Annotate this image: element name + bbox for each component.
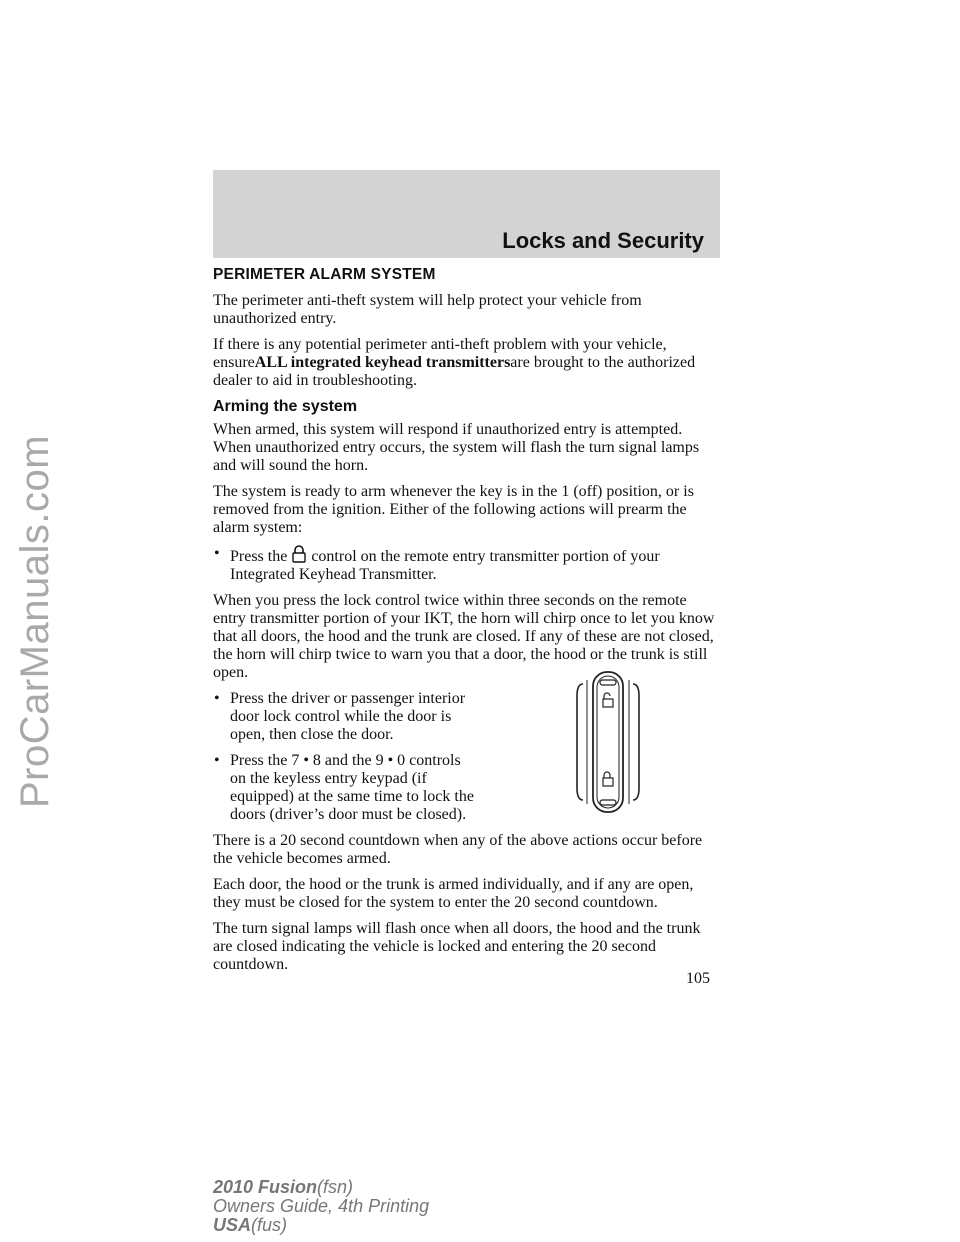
bullet-dot: • (214, 545, 220, 562)
footer-line-3 (213, 1216, 429, 1235)
p2-bold-text: ALL integrated keyhead transmitters (254, 354, 511, 371)
footer (213, 1178, 429, 1235)
bullet-press-lock (213, 545, 723, 584)
paragraph-countdown: There is a 20 second countdown when any of the above actions occur before the vehicle becomes armed. (213, 832, 703, 867)
b1-text-end: control on the remote entry transmitter portion of your Integrated Keyhead Transmitter. (230, 548, 660, 583)
paragraph-individual: Each door, the hood or the trunk is armed individually, and if any are open, they must be closed for the system to enter the 20 second countdown. (213, 876, 694, 911)
paragraph-troubleshooting (213, 336, 723, 390)
watermark (8, 0, 64, 1242)
footer-model-code: (fsn) (317, 1177, 354, 1197)
section-header (213, 170, 720, 258)
b1-text-start: Press the (230, 548, 288, 565)
bullet-door-lock (213, 690, 475, 744)
watermark-text: ProCarManuals.com (13, 434, 58, 808)
section-title: Locks and Security (502, 228, 704, 253)
page-content (213, 266, 723, 982)
p2-text-start: If there is any potential perimeter anti-theft problem with your vehicle, ensure (213, 336, 667, 371)
footer-line-1 (213, 1178, 429, 1197)
bullet-dot: • (214, 690, 220, 707)
paragraph-flash: The turn signal lamps will flash once when all doors, the hood and the trunk are closed indicating the vehicle is locked and entering the 20 second countdown. (213, 920, 701, 973)
paragraph-ready: The system is ready to arm whenever the key is in the 1 (off) position, or is removed from the ignition. Either of the following actions will prearm the alarm system: (213, 483, 694, 536)
paragraph-chirp: When you press the lock control twice within three seconds on the remote entry transmitter portion of your IKT, the horn will chirp once to let you know that all doors, the hood and the trunk are closed. If any of these are not closed, the horn will chirp twice to warn you that a door, the hood or the trunk is still open. (213, 592, 715, 681)
footer-line-2: Owners Guide, 4th Printing (213, 1196, 430, 1216)
p2-text-end: are brought to the authorized dealer to aid in troubleshooting. (213, 354, 696, 389)
b2-text: Press the driver or passenger interior door lock control while the door is open, then close the door. (230, 690, 466, 743)
paragraph-armed: When armed, this system will respond if unauthorized entry is attempted. When unauthorized entry occurs, the system will flash the turn signal lamps and will sound the horn. (213, 421, 700, 474)
lock-icon (289, 545, 309, 563)
footer-market-code: (fus) (251, 1215, 288, 1235)
subheading-arming: Arming the system (213, 398, 358, 415)
door-lock-switch-figure (573, 666, 643, 816)
main-heading: PERIMETER ALARM SYSTEM (213, 266, 436, 283)
door-lock-switch-icon (573, 666, 643, 816)
bullet-dot: • (214, 752, 220, 769)
paragraph-intro: The perimeter anti-theft system will help protect your vehicle from unauthorized entry. (213, 292, 642, 327)
footer-market: USA (213, 1215, 252, 1235)
bullet-keypad (213, 752, 475, 824)
footer-model: 2010 Fusion (213, 1177, 318, 1197)
page-number: 105 (686, 970, 710, 987)
b3-text: Press the 7 • 8 and the 9 • 0 controls on the keyless entry keypad (if equipped) at the same time to lock the doors (driver’s door must be closed). (230, 752, 474, 823)
